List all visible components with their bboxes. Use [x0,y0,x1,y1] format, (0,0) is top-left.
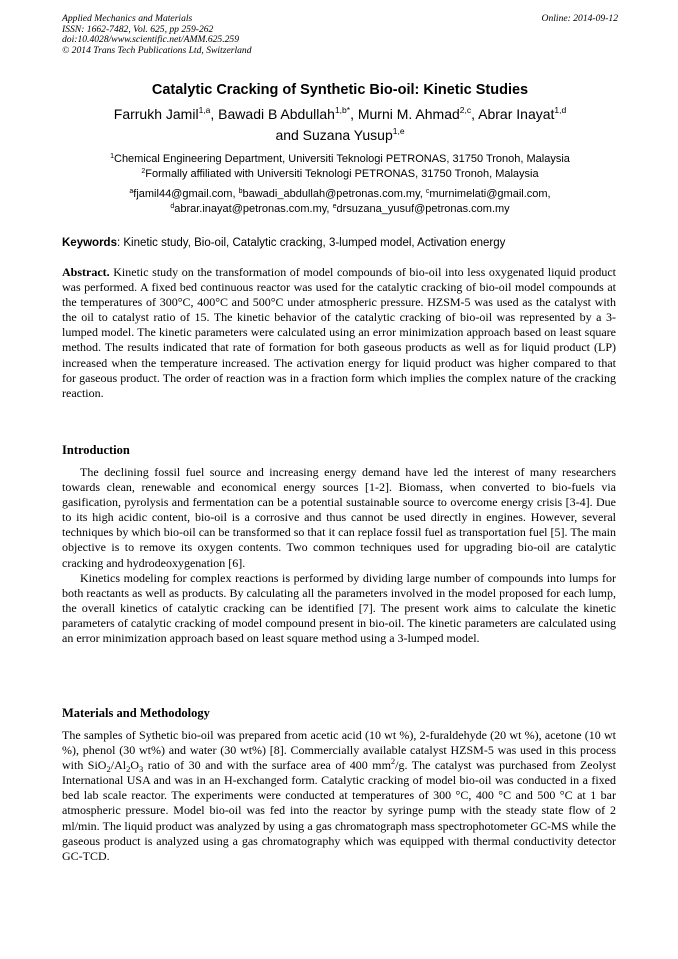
abstract-text: Kinetic study on the transformation of model compounds of bio-oil into less oxygenated liquid product was performed. A fixed bed continuous reactor was used for the catalytic cracking of bio-oil model compounds at the temperatures of 300°C, 400°C and 500°C under atmospheric pressure. HZSM-5 was used as the catalyst with the oil to catalyst ratio of 15. The kinetic behavior of the catalytic cracking of bio-oil was represented by a 3-lumped model. The kinetic parameters were calculated using an error minimization approach based on least square method. The results indicated that rate of formation for both gaseous products as well as for liquid product (LP) increased when the temperature increased. The activation energy for liquid product was higher compared to that for gaseous product. The order of reaction was in a fraction form which implies the complex nature of the cracking reaction. [62,265,616,400]
email-marker: b [238,188,243,195]
email-address: murnimelati@gmail.com, [429,188,551,200]
author-line-1 [62,104,618,125]
author-separator: , [350,106,358,122]
online-date: Online: 2014-09-12 [541,13,618,24]
email-address: bawadi_abdullah@petronas.com.my, [242,188,423,200]
formula-subscript: 2 [126,764,131,775]
formula-subscript: 3 [139,764,144,775]
author-affiliation-marker: 1,b* [334,105,351,115]
affiliation [62,152,618,167]
email-marker: a [129,188,134,195]
keywords-text: : Kinetic study, Bio-oil, Catalytic cracking, 3-lumped model, Activation energy [116,237,506,249]
journal-doi: doi:10.4028/www.scientific.net/AMM.625.259 [62,34,240,46]
affiliation-text: Chemical Engineering Department, Universiti Teknologi PETRONAS, 31750 Tronoh, Malaysia [114,153,570,165]
abstract [62,265,616,401]
author-line-2 [62,125,618,146]
paragraph [62,728,616,864]
email-line-2 [62,202,618,217]
formula-sio: SiO [87,758,107,773]
methods-text: The samples of Sythetic bio-oil was prepared from acetic acid (10 wt %), 2-furaldehyde (20 wt %), acetone (10 wt %), phenol (30 wt%) and water (30 wt%) [8]. Commercially available catalyst HZSM-5 was used in this process with [62,728,616,773]
author-separator: , [471,106,479,122]
affiliation-list [62,152,618,181]
abstract-label: Abstract. [62,265,110,279]
author-affiliation-marker: 1,e [392,126,405,136]
formula-o: O [130,758,139,773]
introduction-section [62,465,616,646]
paper-title: Catalytic Cracking of Synthetic Bio-oil: Kinetic Studies [151,82,529,98]
author-affiliation-marker: 1,d [554,105,567,115]
journal-name: Applied Mechanics and Materials [62,13,193,24]
methods-heading: Materials and Methodology [62,706,210,720]
journal-issn: ISSN: 1662-7482, Vol. 625, pp 259-262 [62,23,214,35]
methods-text: ratio of 30 and with the surface area of 400 mm [143,758,391,773]
email-marker: e [332,202,337,210]
author-affiliation-marker: 2,c [459,105,472,115]
email-marker: d [170,202,175,210]
email-marker: c [425,188,430,195]
affiliation-marker: 1 [110,153,114,160]
author-separator: , [210,106,219,122]
email-address: abrar.inayat@petronas.com.my, [174,202,330,215]
author-name: Farrukh Jamil [113,106,199,122]
journal-copyright: © 2014 Trans Tech Publications Ltd, Switzerland [62,44,252,56]
email-address: drsuzana_yusuf@petronas.com.my [336,202,510,215]
author-name: Abrar Inayat [478,106,555,122]
keywords [62,237,618,249]
email-address: fjamil44@gmail.com, [133,188,236,200]
formula-al: /Al [110,758,127,773]
unit-superscript: 2 [390,756,396,767]
affiliation-text: Formally affiliated with Universiti Teknologi PETRONAS, 31750 Tronoh, Malaysia [145,167,539,180]
introduction-heading: Introduction [62,443,130,457]
paragraph: The declining fossil fuel source and increasing energy demand have led the interest of many researchers towards clean, renewable and economical energy sources [1-2]. Biomass, when converted to bio-fuels via gasification, pyrolysis and fermentation can be a potential sustainable source to overcome energy crisis [3-4]. Due to its high acidic content, bio-oil is a corrosive and thus cannot be used directly in engines. However, several techniques by which bio-oil can be transformed so that it can replace fossil fuel as transportation fuel [5]. The main objective is to remove its oxygen contents. Two common techniques used for upgrading bio-oil are catalytic cracking and hydrodeoxygenation [6]. [62,465,616,570]
author-affiliation-marker: 1,a [198,105,211,115]
author-name: Murni M. Ahmad [357,106,460,122]
author-list [62,104,618,146]
affiliation-marker: 2 [141,167,146,175]
email-line-1 [62,187,618,202]
formula-subscript: 2 [106,764,111,775]
affiliation [62,167,618,182]
author-name: and Suzana Yusup [275,127,393,143]
author-name: Bawadi B Abdullah [218,106,335,122]
paragraph: Kinetics modeling for complex reactions is performed by dividing large number of compounds into lumps for both reactants as well as products. By calculating all the parameters involved in the model proposed for each lump, the overall kinetics of catalytic cracking can be identified [7]. The present work aims to calculate the kinetic parameters of catalytic cracking of model compound present in bio-oil. The kinetic parameters are calculated using an error minimization approach based on least square method using a 3-lumped model. [62,570,616,646]
methods-section [62,728,616,864]
keywords-label: Keywords [62,237,117,249]
methods-text: /g. The catalyst was purchased from Zeolyst International USA and was in an H-exchanged form. Catalytic cracking of model bio-oil was conducted in a fixed bed lab scale reactor. The experiments were conducted at temperatures of 300 °C, 400 °C and 500 °C at 1 bar atmospheric pressure. Model bio-oil was fed into the reactor by syringe pump with the steady state flow of 2 ml/min. The liquid product was analyzed by using a gas chromatograph mass spectrophotometer GC-MS while the gaseous product is analyzed using a gas chromatography which was equipped with thermal conductivity detector GC-TCD. [62,758,616,863]
email-list [62,187,618,216]
journal-info [62,14,252,56]
